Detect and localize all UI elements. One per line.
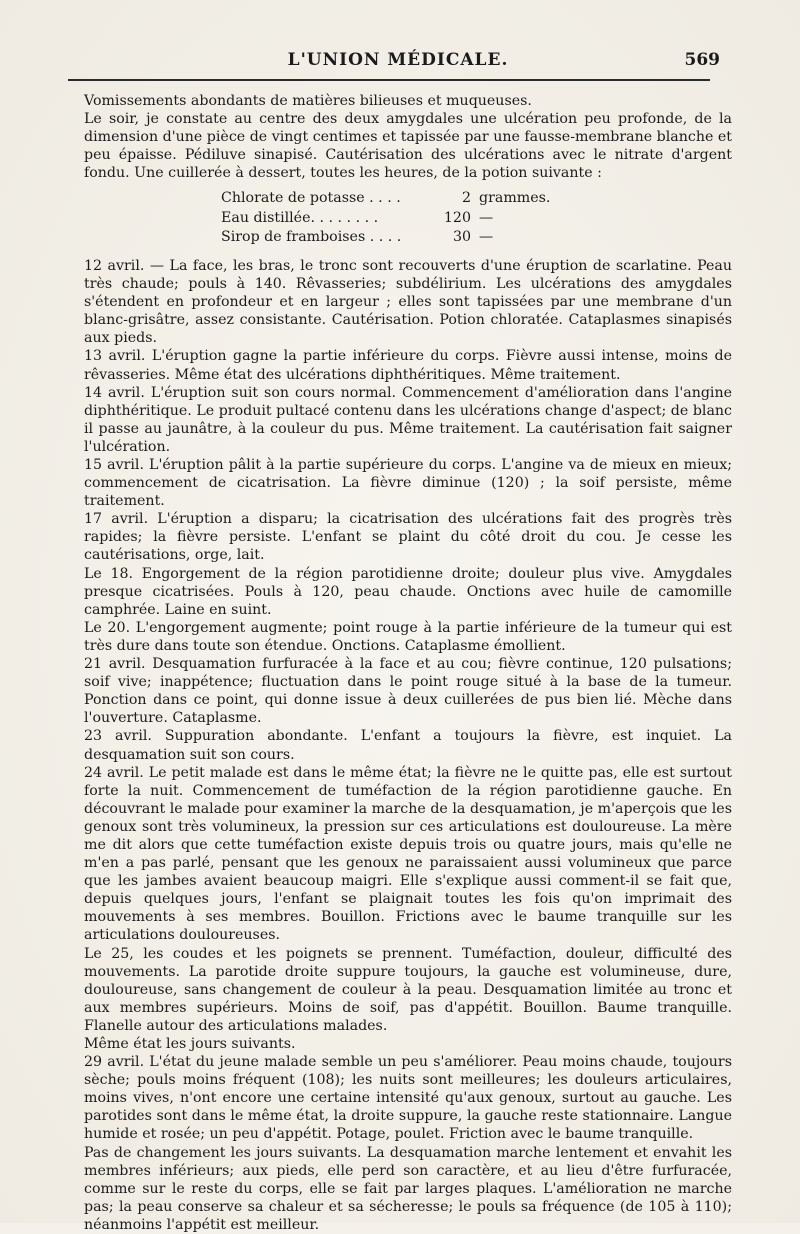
paragraph: Le 25, les coudes et les poignets se prennent. Tuméfaction, douleur, difficulté des mouvements. La parotide droite suppure toujours, la gauche est volumineuse, dure, douloureuse, sans changement de couleur à la peau. Desquamation limitée au tronc et aux membres supérieurs. Moins de soif, pas d'appétit. Bouillon. Baume tranquille. Flanelle autour des articulations malades.	[84, 945, 732, 1034]
prescription-row	[221, 190, 550, 210]
ingredient-name: Eau distillée. . . . . . . .	[221, 209, 379, 226]
paragraph: 17 avril. L'éruption a disparu; la cicatrisation des ulcérations fait des progrès très rapides; la fièvre persiste. L'enfant se plaint du côté droit du cou. Je cesse les cautérisations, orge, lait.	[84, 511, 732, 564]
paragraph: 14 avril. L'éruption suit son cours normal. Commencement d'amélioration dans l'angine diphthéritique. Le produit pultacé contenu dans les ulcérations change d'aspect; de blanc il passe au jaunâtre, à la couleur du pus. Même traitement. La cautérisation fait saigner l'ulcération.	[84, 384, 732, 455]
journal-title: L'UNION MÉDICALE.	[287, 50, 509, 70]
paragraph: 21 avril. Desquamation furfuracée à la face et au cou; fièvre continue, 120 pulsations; soif vive; inappétence; fluctuation dans le point rouge situé à la base de la tumeur. Ponction dans ce point, qui donne issue à deux cuillerées de pus bien lié. Mèche dans l'ouverture. Cataplasme.	[84, 656, 732, 727]
running-header	[68, 50, 728, 76]
paragraph: Le 18. Engorgement de la région parotidienne droite; douleur plus vive. Amygdales presque cicatrisées. Pouls à 120, peau chaude. Onctions avec huile de camomille camphrée. Laine en suint.	[84, 565, 732, 618]
article-body	[84, 92, 732, 1234]
header-rule	[68, 79, 710, 81]
prescription-table	[84, 190, 732, 249]
paragraph: 29 avril. L'état du jeune malade semble un peu s'améliorer. Peau moins chaude, toujours sèche; pouls moins fréquent (108); les nuits sont meilleures; les douleurs articulaires, moins vives, n'ont encore une certaine intensité qu'aux genoux, surtout au gauche. Les parotides sont dans le même état, la droite suppure, la gauche reste stationnaire. Langue humide et rosée; un peu d'appétit. Potage, poulet. Friction avec le baume tranquille.	[84, 1054, 732, 1143]
paragraph: 12 avril. — La face, les bras, le tronc sont recouverts d'une éruption de scarlatine. Peau très chaude; pouls à 140. Rêvasseries; subdélirium. Les ulcérations des amygdales s'étendent en profondeur et en largeur ; elles sont tapissées par une membrane d'un blanc-grisâtre, assez consistante. Cautérisation. Potion chloratée. Cataplasmes sinapisés aux pieds.	[84, 257, 732, 347]
ingredient-qty: 120	[443, 209, 471, 226]
paragraph: Le soir, je constate au centre des deux amygdales une ulcération peu profonde, de la dimension d'une pièce de vingt centimes et tapissée par une fausse-membrane blanche et peu épaisse. Pédiluve sinapisé. Cautérisation des ulcérations avec le nitrate d'argent fondu. Une cuillerée à dessert, toutes les heures, de la potion suivante :	[84, 111, 732, 182]
paragraph: 23 avril. Suppuration abondante. L'enfant a toujours la fièvre, est inquiet. La desquamation suit son cours.	[84, 728, 732, 763]
prescription-row	[221, 210, 550, 230]
paragraph: Le 20. L'engorgement augmente; point rouge à la partie inférieure de la tumeur qui est très dure dans toute son étendue. Onctions. Cataplasme émollient.	[84, 619, 732, 654]
page-number: 569	[684, 50, 720, 70]
ingredient-unit: grammes.	[479, 190, 551, 207]
paragraph: 24 avril. Le petit malade est dans le même état; la fièvre ne le quitte pas, elle est surtout forte la nuit. Commencement de tuméfaction de la région parotidienne gauche. En découvrant le malade pour examiner la marche de la desquamation, je m'aperçois que les genoux sont très volumineux, la pression sur ces articulations est douloureuse. La mère me dit alors que cette tuméfaction existe depuis trois ou quatre jours, mais qu'elle ne m'en a pas parlé, pensant que les genoux ne paraissaient aussi volumineux que parce que les jambes avaient beaucoup maigri. Elle s'explique aussi comment-il se fait que, depuis quelques jours, l'enfant se plaignait toutes les fois qu'on imprimait des mouvements à ses membres. Bouillon. Frictions avec le baume tranquille sur les articulations douloureuses.	[84, 764, 732, 944]
ingredient-qty: 30	[452, 229, 471, 246]
paragraph: Même état les jours suivants.	[84, 1036, 296, 1052]
paragraph: Pas de changement les jours suivants. La desquamation marche lentement et envahit les membres inférieurs; aux pieds, elle perd son caractère, et au lieu d'être furfuracée, comme sur le reste du corps, elle se fait par larges plaques. L'amélioration ne marche pas; la peau conserve sa chaleur et sa sécheresse; le pouls sa fréquence (de 105 à 110); néanmoins l'appétit est meilleur.	[84, 1144, 732, 1233]
ingredient-unit: —	[479, 209, 494, 226]
ingredient-name: Chlorate de potasse . . . .	[221, 190, 401, 207]
ingredient-unit: —	[479, 229, 494, 246]
prescription-row	[221, 229, 550, 249]
paragraph: Vomissements abondants de matières bilieuses et muqueuses.	[84, 93, 532, 109]
paragraph: 15 avril. L'éruption pâlit à la partie supérieure du corps. L'angine va de mieux en mieux; commencement de cicatrisation. La fièvre diminue (120) ; la soif persiste, même traitement.	[84, 457, 732, 510]
ingredient-name: Sirop de framboises . . . .	[221, 229, 402, 246]
paragraph: 13 avril. L'éruption gagne la partie inférieure du corps. Fièvre aussi intense, moins de rêvasseries. Même état des ulcérations diphthéritiques. Même traitement.	[84, 348, 732, 383]
ingredient-qty: 2	[461, 190, 471, 207]
